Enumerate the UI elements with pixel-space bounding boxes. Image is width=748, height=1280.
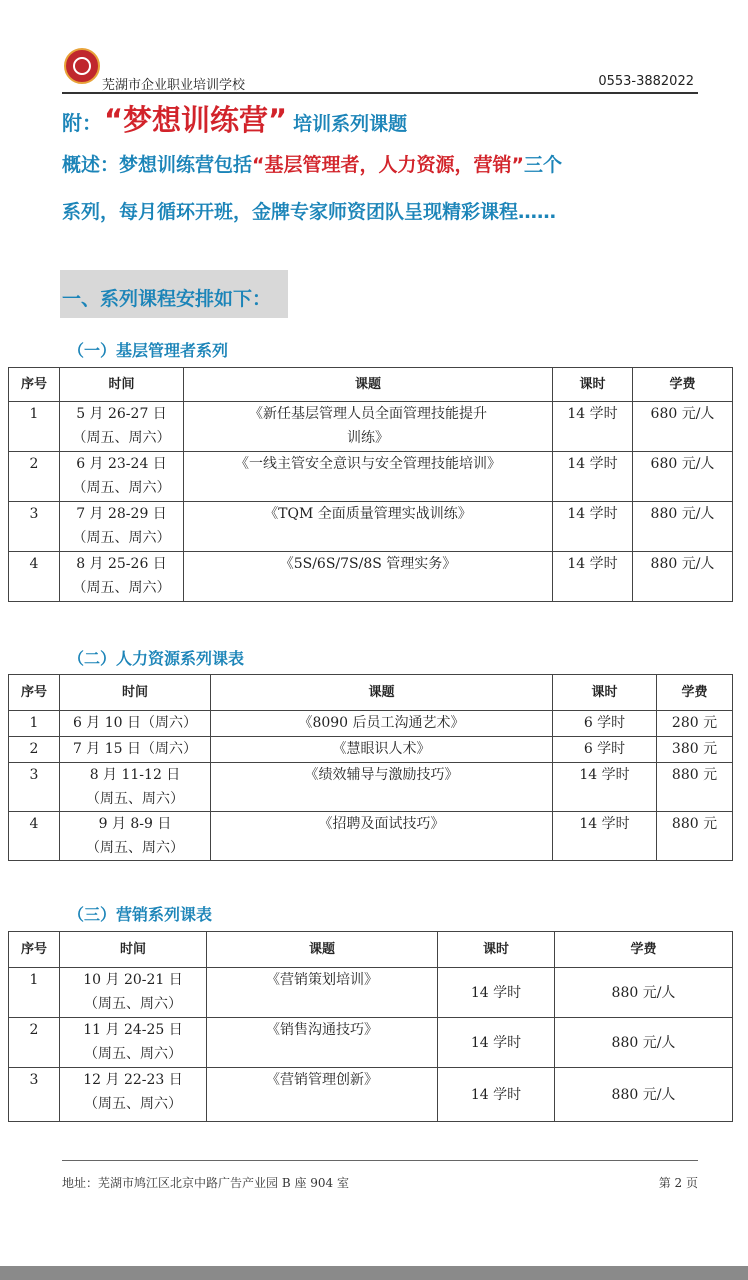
- table-row: [9, 552, 733, 602]
- row-hours: 14 学时: [553, 763, 657, 812]
- row-topic: 《绩效辅导与激励技巧》: [211, 763, 553, 812]
- phone-number: 0553-3882022: [598, 74, 694, 89]
- table-header-row: [9, 675, 733, 711]
- row-hours: 6 学时: [553, 711, 657, 737]
- row-topic: 《招聘及面试技巧》: [211, 812, 553, 861]
- title-main: “梦想训练营”: [104, 103, 288, 137]
- footer-divider: [62, 1160, 698, 1161]
- table-row: [9, 1018, 733, 1068]
- overview-text-2: 三个: [524, 154, 563, 176]
- row-no: 4: [9, 552, 60, 602]
- row-topic: 《5S/6S/7S/8S 管理实务》: [184, 552, 553, 602]
- overview-line-2: 系列，每月循环开班，金牌专家师资团队呈现精彩课程……: [62, 201, 557, 223]
- row-no: 1: [9, 402, 60, 452]
- header-topic: 课题: [207, 932, 438, 968]
- letterhead: [62, 44, 698, 94]
- row-time-date: 12 月 22-23 日: [83, 1072, 183, 1088]
- overview-text-1: 概述：梦想训练营包括: [62, 154, 253, 176]
- overview-highlight: “基层管理者，人力资源，营销”: [252, 154, 524, 176]
- row-hours: 14 学时: [553, 502, 633, 552]
- header-hours: 课时: [553, 675, 657, 711]
- series3-title: （三）营销系列课表: [68, 905, 213, 924]
- row-time-date: 6 月 23-24 日: [76, 456, 167, 472]
- row-no: 4: [9, 812, 60, 861]
- series2-table: [8, 674, 733, 861]
- row-hours: 6 学时: [553, 737, 657, 763]
- row-topic: 《一线主管安全意识与安全管理技能培训》: [184, 452, 553, 502]
- header-hours: 课时: [438, 932, 555, 968]
- header-fee: 学费: [633, 368, 733, 402]
- row-time-date: 10 月 20-21 日: [83, 972, 183, 988]
- row-time-days: （周五、周六）: [84, 1046, 182, 1062]
- row-topic-line2: 训练》: [347, 430, 389, 446]
- row-time: [60, 1018, 207, 1068]
- table-header-row: [9, 368, 733, 402]
- header-topic: 课题: [211, 675, 553, 711]
- row-topic: [184, 402, 553, 452]
- row-time-days: （周五、周六）: [72, 580, 171, 596]
- row-hours: 14 学时: [438, 1018, 555, 1068]
- row-time-date: 8 月 25-26 日: [76, 556, 167, 572]
- row-fee: 880 元/人: [555, 1068, 733, 1122]
- series1-title: （一）基层管理者系列: [68, 341, 229, 360]
- row-hours: 14 学时: [553, 452, 633, 502]
- row-time: [60, 763, 211, 812]
- row-fee: 280 元: [657, 711, 733, 737]
- row-time: [60, 402, 184, 452]
- row-topic: 《TQM 全面质量管理实战训练》: [184, 502, 553, 552]
- row-time: [60, 812, 211, 861]
- row-time-days: （周五、周六）: [72, 430, 171, 446]
- row-no: 3: [9, 763, 60, 812]
- table-row: [9, 452, 733, 502]
- table-row: [9, 711, 733, 737]
- series3-table: [8, 931, 733, 1122]
- row-fee: 380 元: [657, 737, 733, 763]
- row-time-days: （周五、周六）: [84, 1096, 182, 1112]
- table-row: [9, 1068, 733, 1122]
- row-fee: 880 元/人: [555, 968, 733, 1018]
- row-time-days: （周五、周六）: [86, 791, 184, 807]
- row-time-date: 9 月 8-9 日: [98, 816, 172, 832]
- header-fee: 学费: [555, 932, 733, 968]
- header-topic: 课题: [184, 368, 553, 402]
- row-fee: 880 元/人: [555, 1018, 733, 1068]
- header-time: 时间: [60, 368, 184, 402]
- row-fee: 880 元/人: [633, 552, 733, 602]
- row-time-days: （周五、周六）: [84, 996, 182, 1012]
- header-no: 序号: [9, 368, 60, 402]
- row-time: [60, 452, 184, 502]
- row-time-date: 8 月 11-12 日: [89, 767, 181, 783]
- header-no: 序号: [9, 675, 60, 711]
- title-prefix: 附：: [62, 111, 102, 135]
- row-topic: 《营销策划培训》: [207, 968, 438, 1018]
- table-row: [9, 968, 733, 1018]
- title-suffix: 培训系列课题: [293, 113, 408, 135]
- overview-line-1: [62, 150, 712, 190]
- page-number: 第 2 页: [658, 1176, 698, 1190]
- footer-address: 地址：芜湖市鸠江区北京中路广告产业园 B 座 904 室: [62, 1176, 349, 1190]
- row-topic-line1: 《新任基层管理人员全面管理技能提升: [249, 406, 487, 422]
- row-time: [60, 968, 207, 1018]
- row-no: 1: [9, 968, 60, 1018]
- row-time-date: 11 月 24-25 日: [83, 1022, 183, 1038]
- series2-title: （二）人力资源系列课表: [68, 649, 245, 668]
- document-title: [62, 98, 407, 142]
- row-no: 1: [9, 711, 60, 737]
- series1-table: [8, 367, 733, 602]
- row-no: 3: [9, 1068, 60, 1122]
- header-hours: 课时: [553, 368, 633, 402]
- table-header-row: [9, 932, 733, 968]
- row-time: [60, 1068, 207, 1122]
- table-row: [9, 737, 733, 763]
- header-time: 时间: [60, 932, 207, 968]
- row-time: [60, 552, 184, 602]
- header-time: 时间: [60, 675, 211, 711]
- table-row: [9, 402, 733, 452]
- row-time-date: 5 月 26-27 日: [76, 406, 167, 422]
- row-time-days: （周五、周六）: [72, 480, 171, 496]
- row-time-date: 7 月 28-29 日: [76, 506, 167, 522]
- row-hours: 14 学时: [553, 812, 657, 861]
- row-time: 7 月 15 日（周六）: [60, 737, 211, 763]
- table-row: [9, 812, 733, 861]
- row-no: 2: [9, 1018, 60, 1068]
- row-topic: 《营销管理创新》: [207, 1068, 438, 1122]
- row-hours: 14 学时: [438, 1068, 555, 1122]
- row-fee: 880 元: [657, 812, 733, 861]
- row-time-days: （周五、周六）: [72, 530, 171, 546]
- table-row: [9, 502, 733, 552]
- row-hours: 14 学时: [553, 402, 633, 452]
- row-fee: 680 元/人: [633, 402, 733, 452]
- row-time-days: （周五、周六）: [86, 840, 184, 856]
- header-fee: 学费: [657, 675, 733, 711]
- row-no: 3: [9, 502, 60, 552]
- row-time: [60, 502, 184, 552]
- row-hours: 14 学时: [553, 552, 633, 602]
- row-topic: 《销售沟通技巧》: [207, 1018, 438, 1068]
- school-name: 芜湖市企业职业培训学校: [102, 78, 246, 93]
- row-topic: 《8090 后员工沟通艺术》: [211, 711, 553, 737]
- school-logo-icon: [64, 48, 100, 84]
- table-row: [9, 763, 733, 812]
- header-no: 序号: [9, 932, 60, 968]
- row-fee: 680 元/人: [633, 452, 733, 502]
- section-title: 一、系列课程安排如下：: [60, 270, 288, 318]
- bottom-edge-bar: [0, 1266, 748, 1280]
- row-no: 2: [9, 737, 60, 763]
- row-hours: 14 学时: [438, 968, 555, 1018]
- row-topic: 《慧眼识人术》: [211, 737, 553, 763]
- row-no: 2: [9, 452, 60, 502]
- row-time: 6 月 10 日（周六）: [60, 711, 211, 737]
- row-fee: 880 元: [657, 763, 733, 812]
- row-fee: 880 元/人: [633, 502, 733, 552]
